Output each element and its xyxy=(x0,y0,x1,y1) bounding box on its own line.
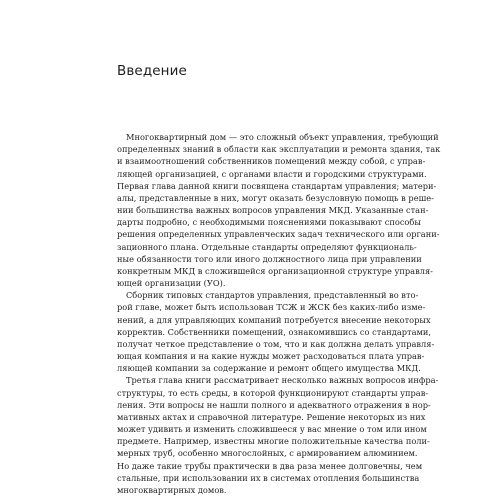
paragraph-1-line: ющей организации (УО). xyxy=(117,278,226,289)
paragraph-2-line: корректив. Собственники помещений, ознакомившись со стандартами, xyxy=(117,326,432,337)
paragraph-1-line: дарты подробно, с необходимыми пояснениями показывают способы xyxy=(117,217,421,228)
paragraph-3-line: может удивить и изменить сложившееся у вас мнение о том или ином xyxy=(117,424,427,435)
paragraph-3-line: предмете. Например, известны многие положительные качества поли- xyxy=(117,436,430,447)
paragraph-3-line: ления. Эти вопросы не нашли полного и адекватного отражения в нор- xyxy=(117,399,431,410)
paragraph-1-line: ляющей организацией, с органами власти и городскими структурами. xyxy=(117,168,427,179)
paragraph-3-line: мерных труб, особенно многослойных, с армированием алюминием. xyxy=(117,448,418,459)
paragraph-1-line: Многоквартирный дом — это сложный объект управления, требующий xyxy=(126,132,439,142)
paragraph-3-line: Третья глава книги рассматривает несколько важных вопросов инфра- xyxy=(126,375,439,386)
paragraph-3-line: Но даже такие трубы практически в два раза менее долговечны, чем xyxy=(117,460,423,471)
paragraph-1-line: конкретным МКД в сложившейся организационной структуре управля- xyxy=(117,265,433,276)
paragraph-2-line: получат четкое представление о том, что и как должна делать управля- xyxy=(117,338,435,349)
paragraph-3-line: стальные, при использовании их в системах отопления большинства xyxy=(117,472,420,483)
paragraph-2-line: ляющей компании за содержание и ремонт общего имущества МКД. xyxy=(117,363,421,374)
paragraph-2-line: ющая компания и на какие нужды может расходоваться плата управ- xyxy=(117,351,425,362)
paragraph-1-line: и взаимоотношений собственников помещений между собой, с управ- xyxy=(117,156,426,167)
paragraph-1-line: определенных знаний в области как эксплуатации и ремонта здания, так xyxy=(117,144,441,155)
paragraph-1-line: алы, представленные в них, могут оказать безусловную помощь в реше- xyxy=(117,192,434,203)
paragraph-3-line: многоквартирных домов. xyxy=(117,484,227,495)
paragraph-3-line: структуры, то есть среды, в которой функционируют стандарты управ- xyxy=(117,387,429,398)
paragraph-1-line: зационного плана. Отдельные стандарты определяют функциональ- xyxy=(117,241,417,252)
chapter-title: Введение xyxy=(117,63,187,79)
paragraph-1-line: Первая глава данной книги посвящена стандартам управления; матери- xyxy=(117,180,437,191)
paragraph-3-line: мативных актах и справочной литературе. Решение некоторых из них xyxy=(117,411,426,422)
paragraph-2-line: рой главе, может быть использован ТСЖ и ЖСК без каких-либо изме- xyxy=(117,302,426,313)
paragraph-1-line: решения определенных управленческих задач технического или органи- xyxy=(117,229,440,240)
body-text xyxy=(117,131,441,496)
paragraph-2-line: Сборник типовых стандартов управления, представленный во вто- xyxy=(126,290,419,301)
paragraph-1-line: ные обязанности того или иного должностного лица при управлении xyxy=(117,253,422,264)
paragraph-2-line: нений, а для управляющих компаний потребуется внесение некоторых xyxy=(117,314,431,325)
paragraph-1-line: нии большинства важных вопросов управления МКД. Указанные стан- xyxy=(117,205,429,216)
